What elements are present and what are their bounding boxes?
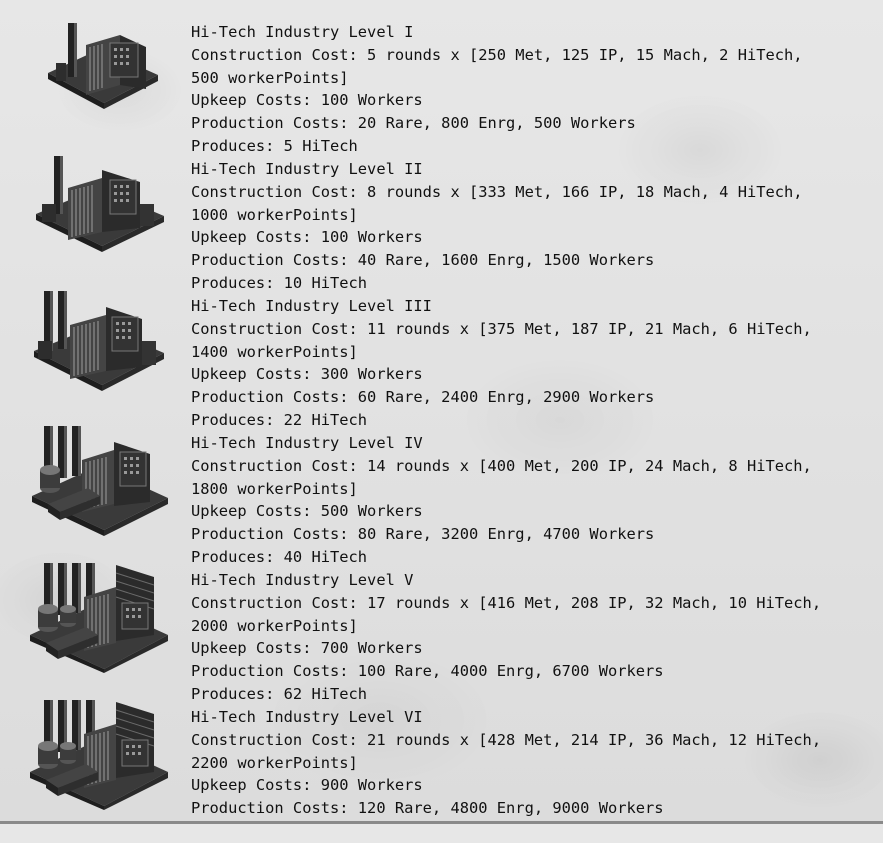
building-info xyxy=(191,158,871,295)
building-title: Hi-Tech Industry Level III xyxy=(191,297,432,315)
upkeep-costs: Upkeep Costs: 300 Workers xyxy=(191,365,423,384)
production-costs: Production Costs: 100 Rare, 4000 Enrg, 6700 Workers xyxy=(191,662,664,681)
factory-level-4-icon xyxy=(28,426,173,536)
building-info xyxy=(191,569,871,706)
construction-cost: Construction Cost: 21 rounds x [428 Met, 214 IP, 36 Mach, 12 HiTech, xyxy=(191,730,822,749)
construction-cost: Construction Cost: 14 rounds x [400 Met, 200 IP, 24 Mach, 8 HiTech, xyxy=(191,456,812,475)
building-title: Hi-Tech Industry Level I xyxy=(191,23,414,41)
production-costs: Production Costs: 120 Rare, 4800 Enrg, 9000 Workers xyxy=(191,799,664,818)
construction-cost-continued: 1000 workerPoints] xyxy=(191,205,358,224)
produces: Produces: 62 HiTech xyxy=(191,684,368,703)
construction-cost-continued: 2200 workerPoints] xyxy=(191,753,358,772)
building-info xyxy=(191,21,871,158)
produces: Produces: 5 HiTech xyxy=(191,136,358,155)
factory-level-1-icon xyxy=(28,15,173,125)
building-entry-level-5 xyxy=(0,569,883,706)
building-info xyxy=(191,432,871,569)
building-title: Hi-Tech Industry Level V xyxy=(191,571,414,589)
produces: Produces: 40 HiTech xyxy=(191,547,368,566)
upkeep-costs: Upkeep Costs: 100 Workers xyxy=(191,91,423,110)
upkeep-costs: Upkeep Costs: 700 Workers xyxy=(191,639,423,658)
upkeep-costs: Upkeep Costs: 100 Workers xyxy=(191,228,423,247)
upkeep-costs: Upkeep Costs: 500 Workers xyxy=(191,502,423,521)
production-costs: Production Costs: 20 Rare, 800 Enrg, 500 Workers xyxy=(191,114,636,133)
production-costs: Production Costs: 40 Rare, 1600 Enrg, 1500 Workers xyxy=(191,251,655,270)
produces: Produces: 22 HiTech xyxy=(191,410,368,429)
building-title: Hi-Tech Industry Level VI xyxy=(191,708,423,726)
construction-cost: Construction Cost: 8 rounds x [333 Met, 166 IP, 18 Mach, 4 HiTech, xyxy=(191,182,803,201)
construction-cost-continued: 2000 workerPoints] xyxy=(191,616,358,635)
construction-cost-continued: 500 workerPoints] xyxy=(191,68,349,87)
factory-level-5-icon xyxy=(28,563,173,673)
production-costs: Production Costs: 60 Rare, 2400 Enrg, 2900 Workers xyxy=(191,388,655,407)
factory-level-2-icon xyxy=(28,152,173,262)
factory-level-3-icon xyxy=(28,289,173,399)
upkeep-costs: Upkeep Costs: 900 Workers xyxy=(191,776,423,795)
construction-cost-continued: 1800 workerPoints] xyxy=(191,479,358,498)
building-entry-level-4 xyxy=(0,432,883,569)
building-info xyxy=(191,295,871,432)
building-title: Hi-Tech Industry Level II xyxy=(191,160,423,178)
construction-cost: Construction Cost: 5 rounds x [250 Met, 125 IP, 15 Mach, 2 HiTech, xyxy=(191,45,803,64)
construction-cost: Construction Cost: 11 rounds x [375 Met, 187 IP, 21 Mach, 6 HiTech, xyxy=(191,319,812,338)
building-entry-level-3 xyxy=(0,295,883,432)
building-entry-level-2 xyxy=(0,158,883,295)
construction-cost: Construction Cost: 17 rounds x [416 Met, 208 IP, 32 Mach, 10 HiTech, xyxy=(191,593,822,612)
building-entry-level-1 xyxy=(0,21,883,158)
building-info xyxy=(191,706,871,820)
produces: Produces: 10 HiTech xyxy=(191,273,368,292)
factory-level-6-icon xyxy=(28,700,173,810)
construction-cost-continued: 1400 workerPoints] xyxy=(191,342,358,361)
building-title: Hi-Tech Industry Level IV xyxy=(191,434,423,452)
production-costs: Production Costs: 80 Rare, 3200 Enrg, 4700 Workers xyxy=(191,525,655,544)
